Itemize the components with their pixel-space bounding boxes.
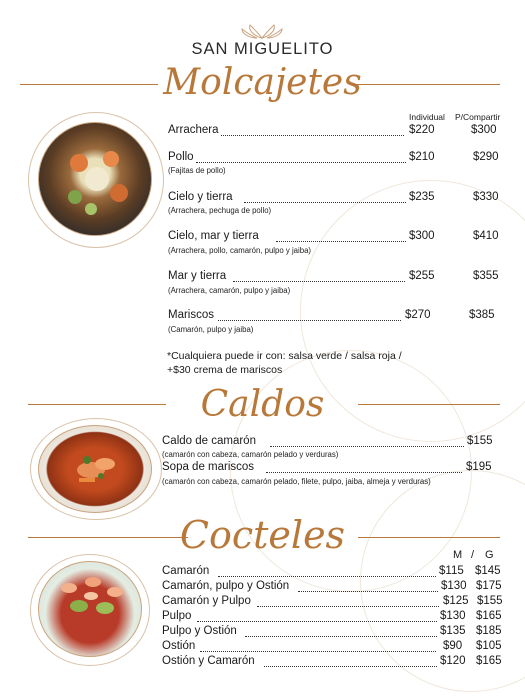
price: $155 [467,435,493,447]
price-compartir: $355 [473,270,499,282]
dot-leader [264,666,437,667]
dot-leader [245,636,437,637]
menu-item-name: Pulpo y Ostión [162,625,237,637]
price-m: $125 [443,595,469,607]
menu-item-name: Arrachera [168,124,219,136]
wings-logo-icon [230,24,294,40]
caldos-title: Caldos [200,384,325,425]
molcajete-photo [38,122,152,236]
menu-item-name: Camarón [162,565,210,577]
price-g: $175 [476,580,502,592]
price-compartir: $290 [473,151,499,163]
menu-item-name: Ostión y Camarón [162,655,255,667]
menu-item-name: Camarón, pulpo y Ostión [162,580,290,592]
menu-item-name: Caldo de camarón [162,435,256,447]
price-m: $90 [443,640,463,652]
menu-item-description: (camarón con cabeza, camarón pelado, filete, pulpo, jaiba, almeja y verduras) [162,477,431,486]
coctel-food-illustration [39,562,142,657]
dot-leader [197,621,437,622]
column-header-compartir: P/Compartir [455,112,501,122]
price: $195 [466,461,492,473]
price-m: $120 [440,655,466,667]
price-compartir: $410 [473,230,499,242]
dot-leader [270,446,464,447]
menu-item-name: Cielo, mar y tierra [168,230,259,242]
price-g: $165 [476,655,502,667]
dot-leader [244,202,406,203]
dot-leader [257,606,439,607]
price-m: $135 [440,625,466,637]
crema-note: +$30 crema de mariscos [167,364,283,376]
column-header-individual: Individual [409,112,445,122]
dot-leader [276,241,406,242]
price-m: $130 [440,610,466,622]
menu-item-description: (Fajitas de pollo) [168,166,226,175]
column-header-separator: / [471,549,475,561]
menu-item-description: (Camarón, pulpo y jaiba) [168,325,254,334]
column-header-m: M [453,549,463,561]
dot-leader [218,320,401,321]
price-individual: $300 [409,230,435,242]
menu-item-name: Mar y tierra [168,270,227,282]
dot-leader [196,162,406,163]
dot-leader [218,576,436,577]
dot-leader [221,135,404,136]
dot-leader [233,281,405,282]
menu-item-name: Mariscos [168,309,215,321]
price-m: $130 [441,580,467,592]
price-g: $105 [476,640,502,652]
price-compartir: $330 [473,191,499,203]
cocteles-title: Cocteles [179,513,346,557]
price-compartir: $385 [469,309,495,321]
menu-item-description: (Arrachera, pechuga de pollo) [168,206,272,215]
dot-leader [266,472,462,473]
dot-leader [200,651,436,652]
price-individual: $235 [409,191,435,203]
caldo-food-illustration [39,426,152,513]
column-header-g: G [485,549,494,561]
molcajete-food-illustration [39,123,152,236]
price-g: $165 [476,610,502,622]
coctel-photo [38,561,142,657]
restaurant-name: SAN MIGUELITO [191,40,334,58]
menu-item-name: Pulpo [162,610,192,622]
dot-leader [298,591,438,592]
caldo-photo [38,425,152,513]
price-compartir: $300 [471,124,497,136]
menu-item-name: Sopa de mariscos [162,461,255,473]
molcajetes-title: Molcajetes [163,62,362,103]
salsa-note: *Cualquiera puede ir con: salsa verde / salsa roja / [167,350,402,362]
menu-item-description: (Arrachera, pollo, camarón, pulpo y jaiba) [168,246,312,255]
price-g: $145 [475,565,501,577]
price-individual: $255 [409,270,435,282]
price-individual: $210 [409,151,435,163]
price-individual: $220 [409,124,435,136]
price-individual: $270 [405,309,431,321]
menu-item-description: (camarón con cabeza, camarón pelado y verduras) [162,450,339,459]
menu-item-name: Ostión [162,640,196,652]
menu-item-name: Camarón y Pulpo [162,595,251,607]
menu-item-description: (Arrachera, camarón, pulpo y jaiba) [168,286,291,295]
price-g: $185 [476,625,502,637]
price-g: $155 [477,595,503,607]
menu-item-name: Cielo y tierra [168,191,233,203]
price-m: $115 [439,565,464,577]
menu-item-name: Pollo [168,151,194,163]
